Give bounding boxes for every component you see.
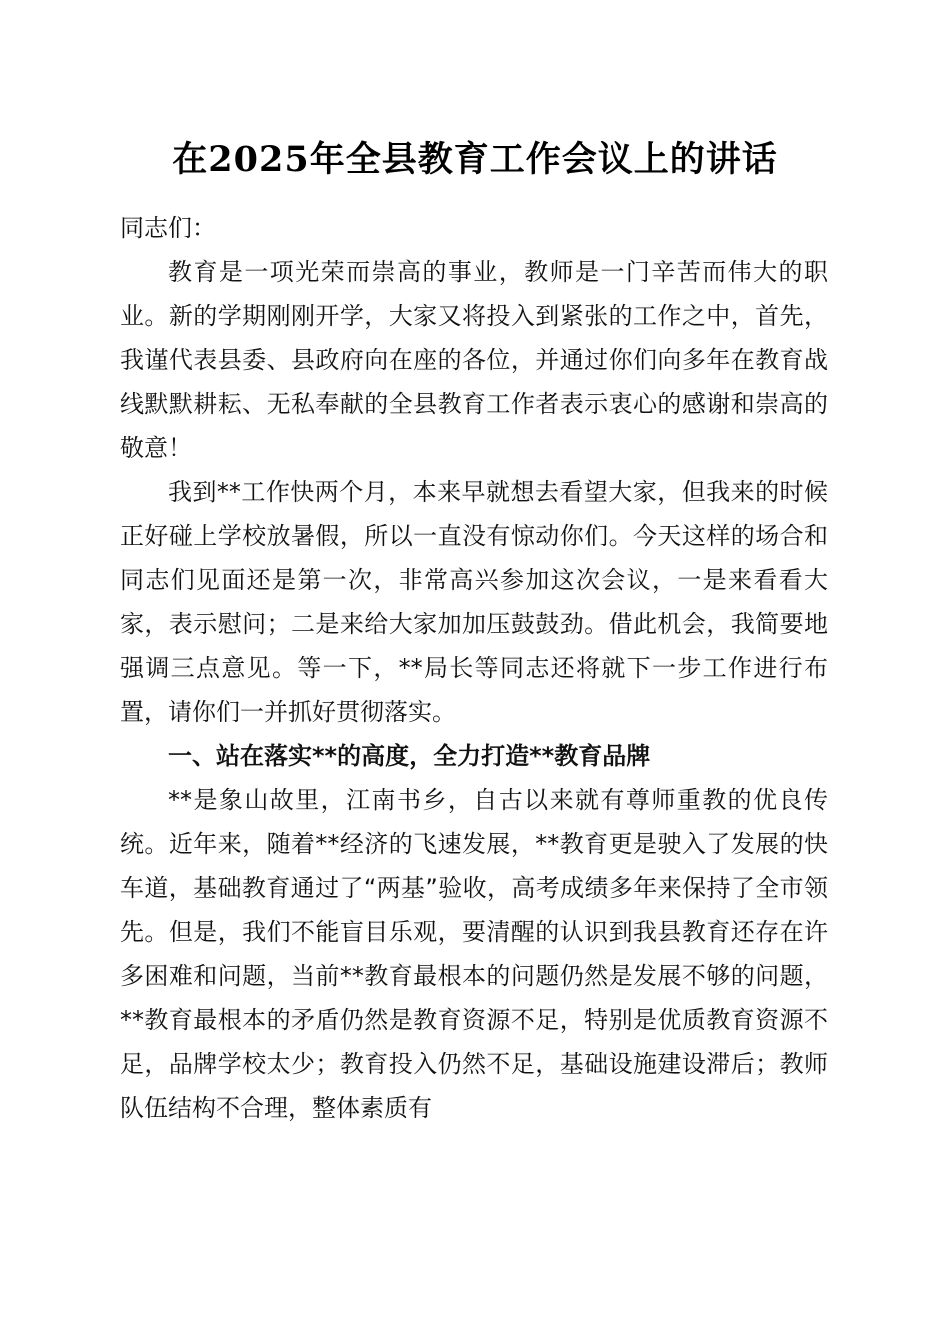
paragraph-opening: 教育是一项光荣而崇高的事业，教师是一门辛苦而伟大的职业。新的学期刚刚开学，大家又将投入到紧张的工作之中，首先，我谨代表县委、县政府向在座的各位，并通过你们向多年在教育战线默默耕耘、无私奉献的全县教育工作者表示衷心的感谢和崇高的敬意！	[120, 258, 828, 462]
salutation: 同志们：	[120, 214, 216, 242]
document-title: 在2025年全县教育工作会议上的讲话	[172, 139, 778, 180]
document-body	[120, 206, 828, 1130]
paragraph-section-one: **是象山故里，江南书乡，自古以来就有尊师重教的优良传统。近年来，随着**经济的飞速发展，**教育更是驶入了发展的快车道，基础教育通过了“两基”验收，高考成绩多年来保持了全市领先。但是，我们不能盲目乐观，要清醒的认识到我县教育还存在许多困难和问题，当前**教育最根本的问题仍然是发展不够的问题，**教育最根本的矛盾仍然是教育资源不足，特别是优质教育资源不足，品牌学校太少；教育投入仍然不足，基础设施建设滞后；教师队伍结构不合理，整体素质有	[120, 786, 828, 1122]
paragraph-introduction: 我到**工作快两个月，本来早就想去看望大家，但我来的时候正好碰上学校放暑假，所以一直没有惊动你们。今天这样的场合和同志们见面还是第一次，非常高兴参加这次会议，一是来看看大家，表示慰问；二是来给大家加加压鼓鼓劲。借此机会，我简要地强调三点意见。等一下，**局长等同志还将就下一步工作进行布置，请你们一并抓好贯彻落实。	[120, 478, 828, 726]
section-heading-one: 一、站在落实**的高度，全力打造**教育品牌	[168, 742, 651, 770]
